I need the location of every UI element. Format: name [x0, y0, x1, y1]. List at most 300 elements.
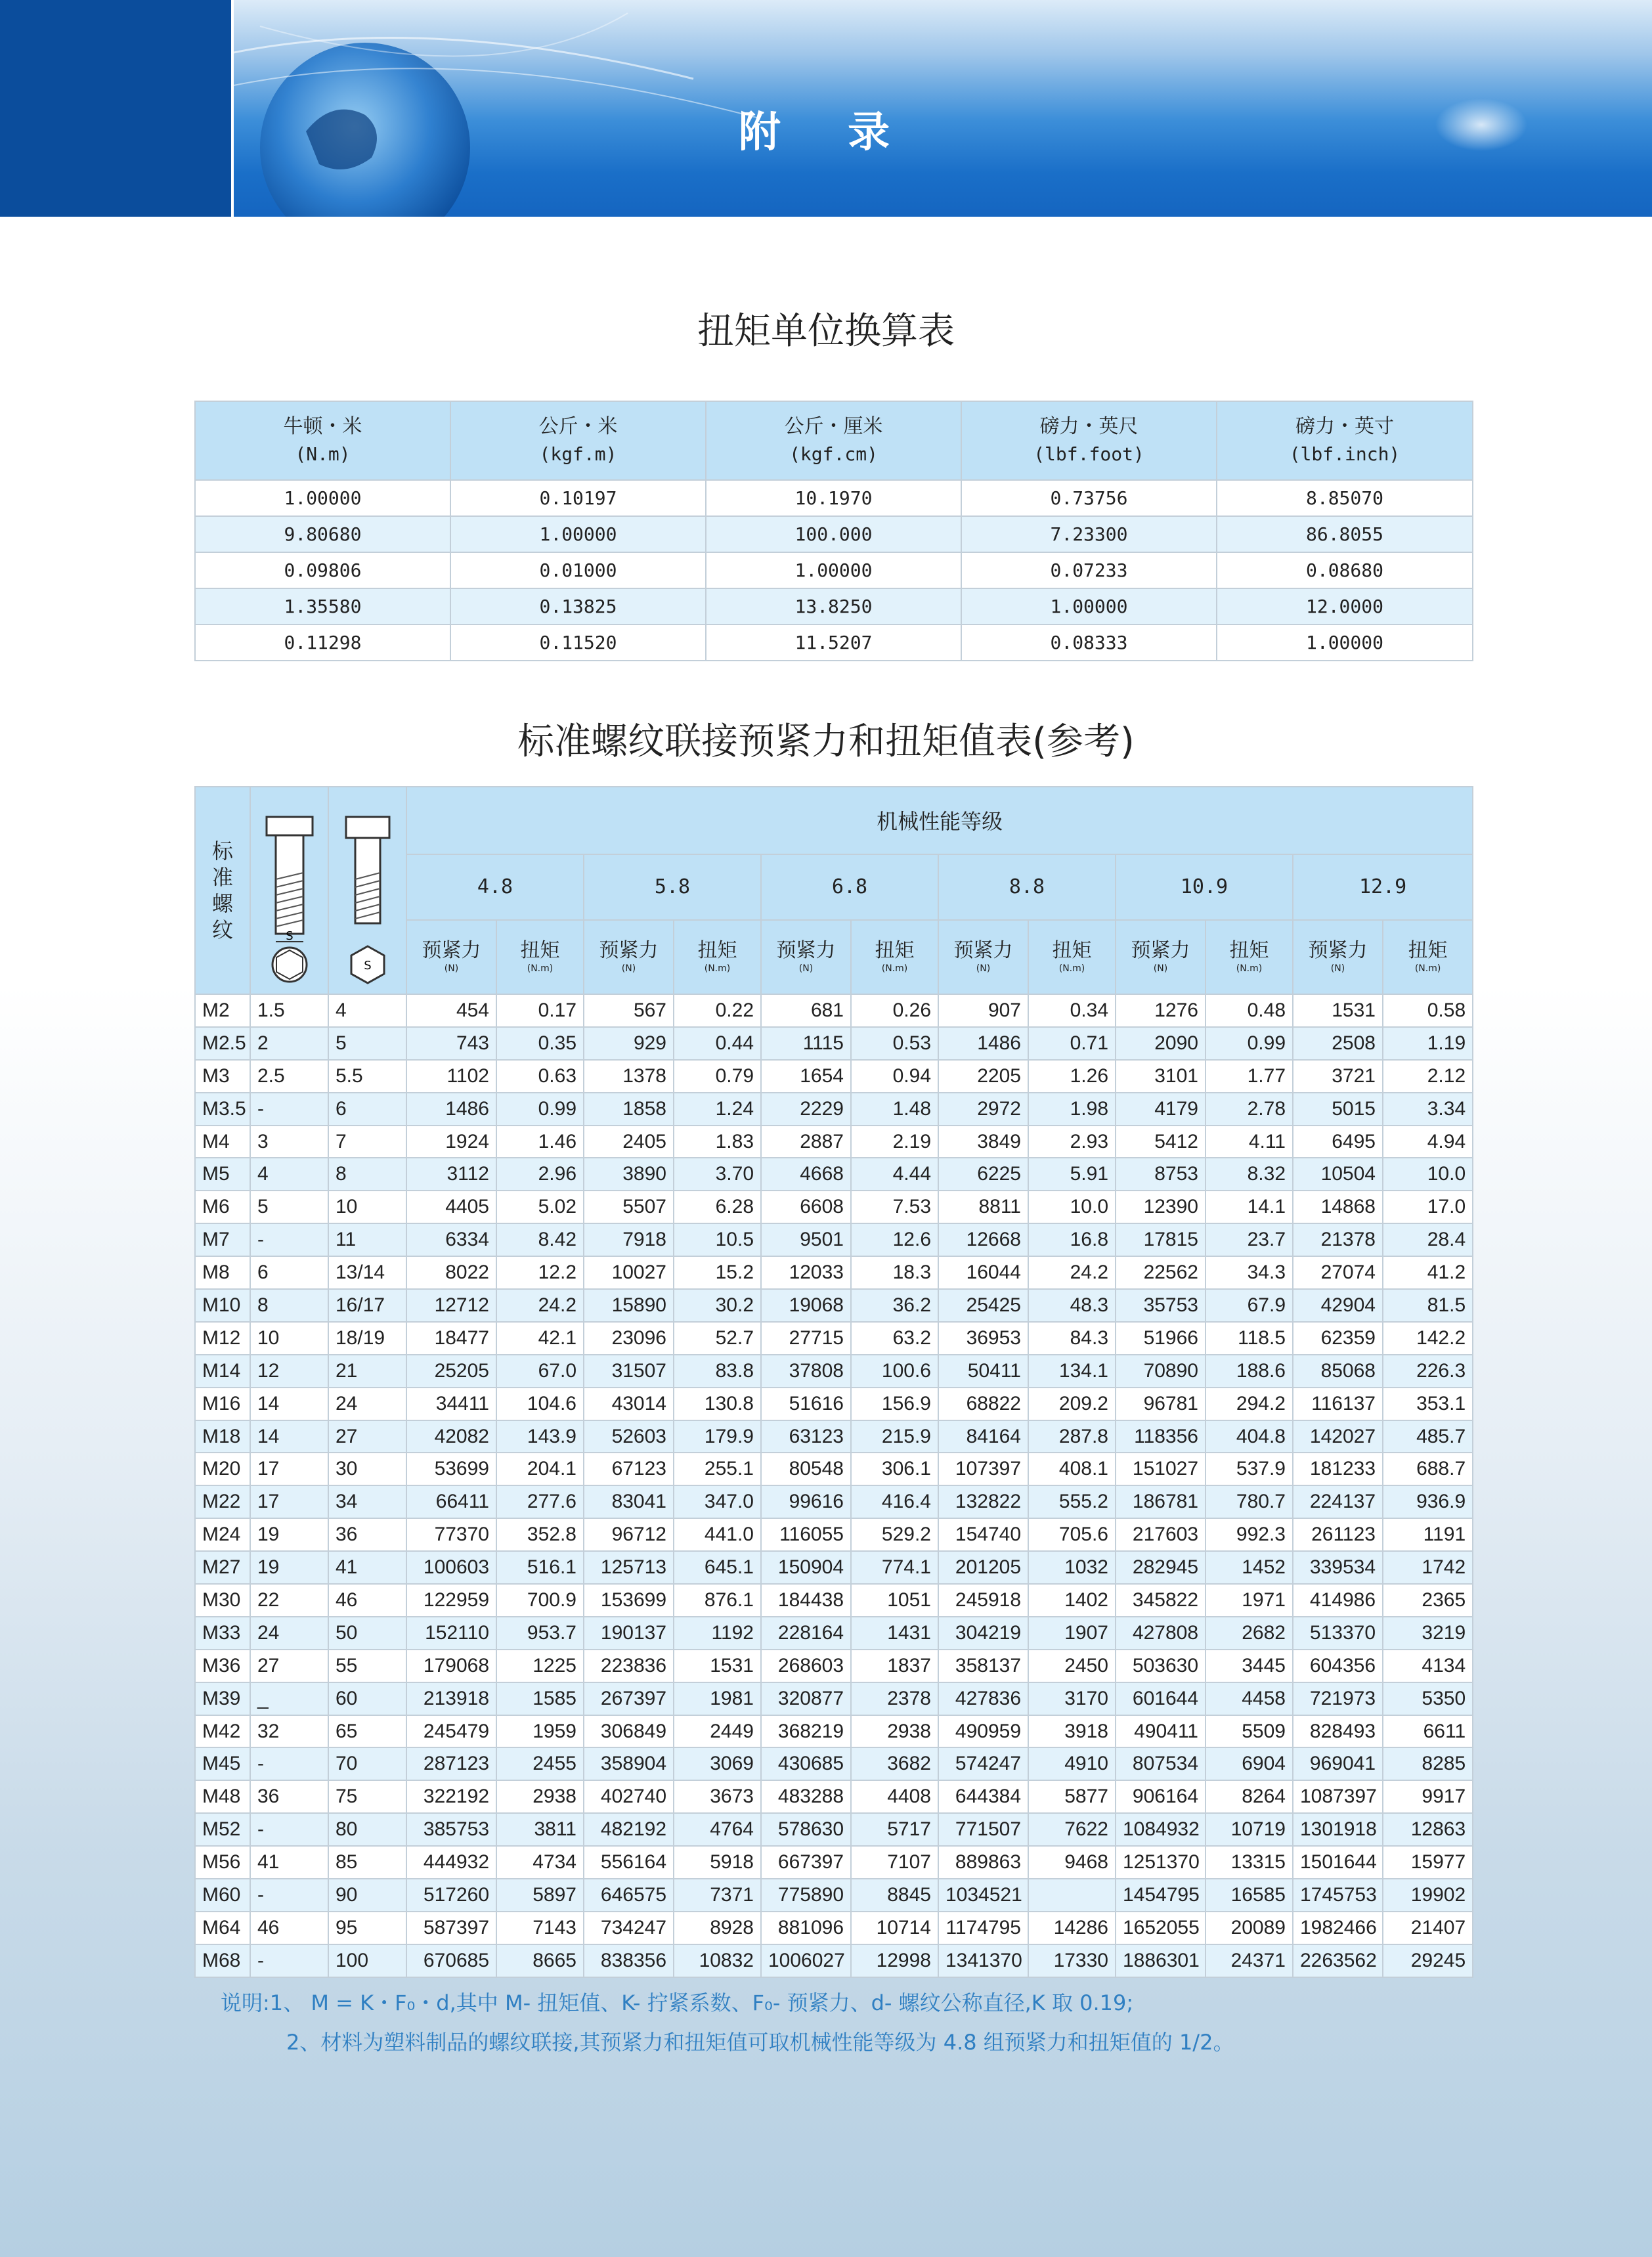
table-row [195, 625, 1473, 661]
table-cell: 96712 [584, 1518, 674, 1551]
table-cell: 14286 [1028, 1912, 1116, 1944]
column-header: 公斤・米 (kgf.m) [450, 401, 706, 480]
table-cell: 1191 [1383, 1518, 1473, 1551]
table-cell: 1652055 [1116, 1912, 1206, 1944]
table-cell: 77370 [406, 1518, 496, 1551]
table-cell: 95 [328, 1912, 406, 1944]
table-cell: 201205 [938, 1551, 1028, 1584]
table-row [195, 1617, 1473, 1650]
table-cell: 10027 [584, 1256, 674, 1289]
table-cell: 17330 [1028, 1944, 1116, 1977]
table-cell: 4 [250, 1158, 328, 1191]
table-cell: 6611 [1383, 1715, 1473, 1748]
table-cell: 0.11298 [195, 625, 450, 661]
table-cell: 1102 [406, 1060, 496, 1093]
table-cell: 8022 [406, 1256, 496, 1289]
table-cell: 10.1970 [706, 480, 961, 516]
table-row [195, 1256, 1473, 1289]
table-cell: 224137 [1293, 1485, 1383, 1518]
table-cell: 601644 [1116, 1682, 1206, 1715]
table-cell: 402740 [584, 1780, 674, 1813]
table-cell: 4.94 [1383, 1126, 1473, 1158]
table-cell: 1.46 [496, 1126, 584, 1158]
table-cell: 4.11 [1206, 1126, 1293, 1158]
thread-size-cell: M56 [195, 1846, 250, 1879]
table-cell: 51616 [761, 1388, 851, 1420]
table-cell: 179.9 [674, 1420, 761, 1453]
table-cell: 1486 [406, 1093, 496, 1126]
table-cell: 5 [250, 1191, 328, 1223]
table-cell: 116137 [1293, 1388, 1383, 1420]
table-cell: 287.8 [1028, 1420, 1116, 1453]
table-cell: 8928 [674, 1912, 761, 1944]
table-cell: 503630 [1116, 1650, 1206, 1682]
table-cell: 18/19 [328, 1322, 406, 1355]
table-cell: 2.19 [851, 1126, 938, 1158]
table-cell: 151027 [1116, 1453, 1206, 1485]
thread-size-cell: M39 [195, 1682, 250, 1715]
table-cell: 1032 [1028, 1551, 1116, 1584]
table-cell: 4134 [1383, 1650, 1473, 1682]
table-cell: 6904 [1206, 1747, 1293, 1780]
thread-size-cell: M16 [195, 1388, 250, 1420]
table-cell: 0.63 [496, 1060, 584, 1093]
table-cell: 2 [250, 1027, 328, 1060]
table-cell: 100 [328, 1944, 406, 1977]
table-cell: 70890 [1116, 1355, 1206, 1388]
table-cell: 1.83 [674, 1126, 761, 1158]
table-cell: 7 [328, 1126, 406, 1158]
table-cell: 25205 [406, 1355, 496, 1388]
table-cell: 152110 [406, 1617, 496, 1650]
table-cell: 1276 [1116, 994, 1206, 1027]
table-cell: 529.2 [851, 1518, 938, 1551]
table-cell: 0.08680 [1217, 552, 1473, 588]
table-cell: 2938 [851, 1715, 938, 1748]
table-row [195, 1682, 1473, 1715]
table-cell: 681 [761, 994, 851, 1027]
table-cell: - [250, 1223, 328, 1256]
table-cell: 10719 [1206, 1813, 1293, 1846]
table-cell: 4734 [496, 1846, 584, 1879]
table-cell: 75 [328, 1780, 406, 1813]
table-cell: 1.19 [1383, 1027, 1473, 1060]
bolt-s-icon-header [250, 787, 328, 994]
table-cell: 670685 [406, 1944, 496, 1977]
thread-header: 标准螺纹 [195, 787, 250, 994]
table-cell: 2263562 [1293, 1944, 1383, 1977]
table-cell: 604356 [1293, 1650, 1383, 1682]
table-cell: 3.70 [674, 1158, 761, 1191]
table-cell: 41 [328, 1551, 406, 1584]
table-cell: 646575 [584, 1879, 674, 1912]
table-cell: 2455 [496, 1747, 584, 1780]
table-cell: 1959 [496, 1715, 584, 1748]
table-cell: 10 [250, 1322, 328, 1355]
table-cell: 14.1 [1206, 1191, 1293, 1223]
grade-header: 6.8 [761, 854, 938, 920]
table-cell: 217603 [1116, 1518, 1206, 1551]
table-cell: 5.91 [1028, 1158, 1116, 1191]
table-row [195, 1879, 1473, 1912]
table-cell: 0.08333 [961, 625, 1217, 661]
table-cell: 19 [250, 1518, 328, 1551]
table-cell: 1378 [584, 1060, 674, 1093]
thread-size-cell: M14 [195, 1355, 250, 1388]
table-cell: 15890 [584, 1289, 674, 1322]
table-cell: 287123 [406, 1747, 496, 1780]
table-cell: 0.73756 [961, 480, 1217, 516]
table-cell: 304219 [938, 1617, 1028, 1650]
table-cell: 1452 [1206, 1551, 1293, 1584]
table-cell: 587397 [406, 1912, 496, 1944]
table-row [195, 1223, 1473, 1256]
table-cell: 969041 [1293, 1747, 1383, 1780]
table-cell: 63123 [761, 1420, 851, 1453]
grade-header: 10.9 [1116, 854, 1293, 920]
table-cell: 5877 [1028, 1780, 1116, 1813]
table-cell: 3219 [1383, 1617, 1473, 1650]
table-cell: 1402 [1028, 1584, 1116, 1617]
table-row [195, 480, 1473, 516]
table-cell: 29245 [1383, 1944, 1473, 1977]
table-cell: 12 [250, 1355, 328, 1388]
table-cell: 953.7 [496, 1617, 584, 1650]
table-cell: 24371 [1206, 1944, 1293, 1977]
table-cell: 5509 [1206, 1715, 1293, 1748]
table-cell: 36.2 [851, 1289, 938, 1322]
table-cell: 213918 [406, 1682, 496, 1715]
table-cell: 154740 [938, 1518, 1028, 1551]
table-cell: 52603 [584, 1420, 674, 1453]
table-cell: 60 [328, 1682, 406, 1715]
table-cell: 7.23300 [961, 516, 1217, 552]
table-cell: 85068 [1293, 1355, 1383, 1388]
table-cell: 63.2 [851, 1322, 938, 1355]
table-cell: 70 [328, 1747, 406, 1780]
table-cell: 226.3 [1383, 1355, 1473, 1388]
thread-size-cell: M36 [195, 1650, 250, 1682]
table-cell: 5918 [674, 1846, 761, 1879]
table-row [195, 1485, 1473, 1518]
table-cell: 368219 [761, 1715, 851, 1748]
table-cell: 0.22 [674, 994, 761, 1027]
table-cell: 14868 [1293, 1191, 1383, 1223]
table-cell: 780.7 [1206, 1485, 1293, 1518]
table-cell: 9468 [1028, 1846, 1116, 1879]
table-cell: 22 [250, 1584, 328, 1617]
table-row [195, 1813, 1473, 1846]
table-cell: 27074 [1293, 1256, 1383, 1289]
table-cell: 35753 [1116, 1289, 1206, 1322]
table-row [195, 552, 1473, 588]
thread-size-cell: M60 [195, 1879, 250, 1912]
preload-table-title: 标准螺纹联接预紧力和扭矩值表(参考) [517, 720, 1135, 763]
table-row [195, 588, 1473, 625]
table-cell: 774.1 [851, 1551, 938, 1584]
table-row [195, 1420, 1473, 1453]
note-1: 说明:1、 M = K・F₀・d,其中 M- 扭矩值、K- 拧紧系数、F₀- 预紧力、d- 螺纹公称直径,K 取 0.19; [221, 1990, 1134, 2015]
table-cell: 12998 [851, 1944, 938, 1977]
table-cell: 153699 [584, 1584, 674, 1617]
torque-header: 扭矩 (N.m) [851, 920, 938, 994]
table-cell: 1301918 [1293, 1813, 1383, 1846]
table-cell: 27715 [761, 1322, 851, 1355]
table-cell: 50411 [938, 1355, 1028, 1388]
table-row [195, 1944, 1473, 1977]
table-cell: 2205 [938, 1060, 1028, 1093]
table-cell: 516.1 [496, 1551, 584, 1584]
thread-size-cell: M3.5 [195, 1093, 250, 1126]
table-cell: 17.0 [1383, 1191, 1473, 1223]
table-cell: 83041 [584, 1485, 674, 1518]
table-cell: 21378 [1293, 1223, 1383, 1256]
table-cell: 578630 [761, 1813, 851, 1846]
table-cell: 339534 [1293, 1551, 1383, 1584]
table-cell: 5507 [584, 1191, 674, 1223]
table-cell: 37808 [761, 1355, 851, 1388]
table-cell: 1.5 [250, 994, 328, 1027]
table-cell: 0.99 [1206, 1027, 1293, 1060]
table-cell: 3811 [496, 1813, 584, 1846]
table-cell: 2405 [584, 1126, 674, 1158]
table-cell: 132822 [938, 1485, 1028, 1518]
table-cell: 228164 [761, 1617, 851, 1650]
table-row [195, 1322, 1473, 1355]
table-cell: 8285 [1383, 1747, 1473, 1780]
table-row [195, 1191, 1473, 1223]
thread-size-cell: M5 [195, 1158, 250, 1191]
table-cell: 1585 [496, 1682, 584, 1715]
table-cell: 204.1 [496, 1453, 584, 1485]
table-cell: 294.2 [1206, 1388, 1293, 1420]
table-cell: 84.3 [1028, 1322, 1116, 1355]
grade-header: 12.9 [1293, 854, 1473, 920]
table-cell: 1174795 [938, 1912, 1028, 1944]
table-row [195, 1780, 1473, 1813]
table-cell: 23.7 [1206, 1223, 1293, 1256]
table-cell: 574247 [938, 1747, 1028, 1780]
table-cell: 513370 [1293, 1617, 1383, 1650]
table-cell: 184438 [761, 1584, 851, 1617]
table-row [195, 994, 1473, 1027]
table-cell: 48.3 [1028, 1289, 1116, 1322]
table-cell: 2229 [761, 1093, 851, 1126]
table-cell: 3069 [674, 1747, 761, 1780]
table-cell: 4179 [1116, 1093, 1206, 1126]
table-cell: 17815 [1116, 1223, 1206, 1256]
table-cell: 118.5 [1206, 1322, 1293, 1355]
table-cell: 81.5 [1383, 1289, 1473, 1322]
table-cell: 2682 [1206, 1617, 1293, 1650]
thread-size-cell: M24 [195, 1518, 250, 1551]
table-cell: 5412 [1116, 1126, 1206, 1158]
table-cell: 1.00000 [706, 552, 961, 588]
table-cell: 5717 [851, 1813, 938, 1846]
bolt-side-icon [253, 787, 326, 991]
table-cell: 179068 [406, 1650, 496, 1682]
table-cell: 267397 [584, 1682, 674, 1715]
table-cell: 555.2 [1028, 1485, 1116, 1518]
table-cell: 12.6 [851, 1223, 938, 1256]
table-cell: 261123 [1293, 1518, 1383, 1551]
table-cell: 18.3 [851, 1256, 938, 1289]
table-cell: 100.6 [851, 1355, 938, 1388]
table-cell: 1501644 [1293, 1846, 1383, 1879]
table-cell: 358137 [938, 1650, 1028, 1682]
torque-header: 扭矩 (N.m) [1206, 920, 1293, 994]
table-cell: 1982466 [1293, 1912, 1383, 1944]
table-cell: 31507 [584, 1355, 674, 1388]
table-cell: 414986 [1293, 1584, 1383, 1617]
table-cell: 1251370 [1116, 1846, 1206, 1879]
table-cell: 10.0 [1383, 1158, 1473, 1191]
table-row [195, 1747, 1473, 1780]
table-cell: 8.32 [1206, 1158, 1293, 1191]
table-cell: 0.34 [1028, 994, 1116, 1027]
table-row [195, 1715, 1473, 1748]
table-cell: 2.96 [496, 1158, 584, 1191]
note-2: 2、材料为塑料制品的螺纹联接,其预紧力和扭矩值可取机械性能等级为 4.8 组预紧力和扭矩值的 1/2。 [286, 2030, 1234, 2055]
table-cell: 0.48 [1206, 994, 1293, 1027]
table-cell: 4764 [674, 1813, 761, 1846]
table-cell: 34 [328, 1485, 406, 1518]
table-cell: 7622 [1028, 1813, 1116, 1846]
table-cell: 1.00000 [1217, 625, 1473, 661]
table-cell: 14 [250, 1388, 328, 1420]
table-cell: 130.8 [674, 1388, 761, 1420]
table-row [195, 1093, 1473, 1126]
table-cell: 80 [328, 1813, 406, 1846]
table-cell: 6.28 [674, 1191, 761, 1223]
thread-size-cell: M48 [195, 1780, 250, 1813]
table-cell: 1.26 [1028, 1060, 1116, 1093]
grade-header: 4.8 [406, 854, 584, 920]
table-cell: 100603 [406, 1551, 496, 1584]
table-cell: 215.9 [851, 1420, 938, 1453]
table-cell: 209.2 [1028, 1388, 1116, 1420]
table-cell: 13/14 [328, 1256, 406, 1289]
table-cell: 41.2 [1383, 1256, 1473, 1289]
table-cell: 2450 [1028, 1650, 1116, 1682]
table-cell: 3112 [406, 1158, 496, 1191]
thread-size-cell: M2 [195, 994, 250, 1027]
table-cell: 245918 [938, 1584, 1028, 1617]
table-cell: 807534 [1116, 1747, 1206, 1780]
table-cell: 24.2 [496, 1289, 584, 1322]
torque-header: 扭矩 (N.m) [1383, 920, 1473, 994]
table-cell: 1981 [674, 1682, 761, 1715]
table-cell: 2.78 [1206, 1093, 1293, 1126]
table-cell: 7918 [584, 1223, 674, 1256]
table-cell: 66411 [406, 1485, 496, 1518]
table-cell: 644384 [938, 1780, 1028, 1813]
table-cell: 0.53 [851, 1027, 938, 1060]
table-cell: 889863 [938, 1846, 1028, 1879]
table-cell: 567 [584, 994, 674, 1027]
thread-size-cell: M42 [195, 1715, 250, 1748]
thread-size-cell: M18 [195, 1420, 250, 1453]
table-cell: 1006027 [761, 1944, 851, 1977]
table-cell: 2.12 [1383, 1060, 1473, 1093]
table-cell: 10.5 [674, 1223, 761, 1256]
thread-size-cell: M27 [195, 1551, 250, 1584]
table-cell: 556164 [584, 1846, 674, 1879]
table-cell: 46 [328, 1584, 406, 1617]
table-cell: 1084932 [1116, 1813, 1206, 1846]
table-cell: 1745753 [1293, 1879, 1383, 1912]
table-cell: 11 [328, 1223, 406, 1256]
table-cell: 4408 [851, 1780, 938, 1813]
table-cell: 306849 [584, 1715, 674, 1748]
table-cell: 5.02 [496, 1191, 584, 1223]
table-cell: 19068 [761, 1289, 851, 1322]
thread-size-cell: M52 [195, 1813, 250, 1846]
preload-force-header: 预紧力 (N) [1293, 920, 1383, 994]
thread-size-cell: M22 [195, 1485, 250, 1518]
table-cell: 142027 [1293, 1420, 1383, 1453]
table-cell: 0.44 [674, 1027, 761, 1060]
table-cell: 8665 [496, 1944, 584, 1977]
torque-header: 扭矩 (N.m) [1028, 920, 1116, 994]
table-row [195, 1650, 1473, 1682]
table-cell: 6 [328, 1093, 406, 1126]
table-cell: 67123 [584, 1453, 674, 1485]
table-cell: 186781 [1116, 1485, 1206, 1518]
table-cell: 2449 [674, 1715, 761, 1748]
table-cell: 1486 [938, 1027, 1028, 1060]
table-cell: 28.4 [1383, 1223, 1473, 1256]
table-cell: 1907 [1028, 1617, 1116, 1650]
thread-size-cell: M12 [195, 1322, 250, 1355]
table-cell: 5350 [1383, 1682, 1473, 1715]
table-cell: 1.98 [1028, 1093, 1116, 1126]
table-cell: - [250, 1747, 328, 1780]
table-cell: 1531 [1293, 994, 1383, 1027]
table-cell: 12712 [406, 1289, 496, 1322]
table-cell: 86.8055 [1217, 516, 1473, 552]
table-cell: 19 [250, 1551, 328, 1584]
table-row [195, 1518, 1473, 1551]
table-cell: 1051 [851, 1584, 938, 1617]
table-row [195, 1912, 1473, 1944]
thread-size-cell: M3 [195, 1060, 250, 1093]
table-cell: 12033 [761, 1256, 851, 1289]
table-cell: 353.1 [1383, 1388, 1473, 1420]
thread-size-cell: M8 [195, 1256, 250, 1289]
table-cell: 7143 [496, 1912, 584, 1944]
table-cell: 0.07233 [961, 552, 1217, 588]
table-cell: 90 [328, 1879, 406, 1912]
table-cell: 12668 [938, 1223, 1028, 1256]
table-cell: 7371 [674, 1879, 761, 1912]
table-cell: 9917 [1383, 1780, 1473, 1813]
table-cell: 245479 [406, 1715, 496, 1748]
table-cell: 8811 [938, 1191, 1028, 1223]
table-cell: 992.3 [1206, 1518, 1293, 1551]
table-cell: 14 [250, 1420, 328, 1453]
table-cell: 4.44 [851, 1158, 938, 1191]
table-cell: 4458 [1206, 1682, 1293, 1715]
mechanical-grade-header: 机械性能等级 [406, 787, 1473, 854]
table-cell: 828493 [1293, 1715, 1383, 1748]
table-cell: 906164 [1116, 1780, 1206, 1813]
torque-table-title: 扭矩单位换算表 [697, 310, 955, 353]
table-header-row [195, 401, 1473, 480]
table-cell: 2365 [1383, 1584, 1473, 1617]
table-cell: 907 [938, 994, 1028, 1027]
preload-force-header: 预紧力 (N) [1116, 920, 1206, 994]
